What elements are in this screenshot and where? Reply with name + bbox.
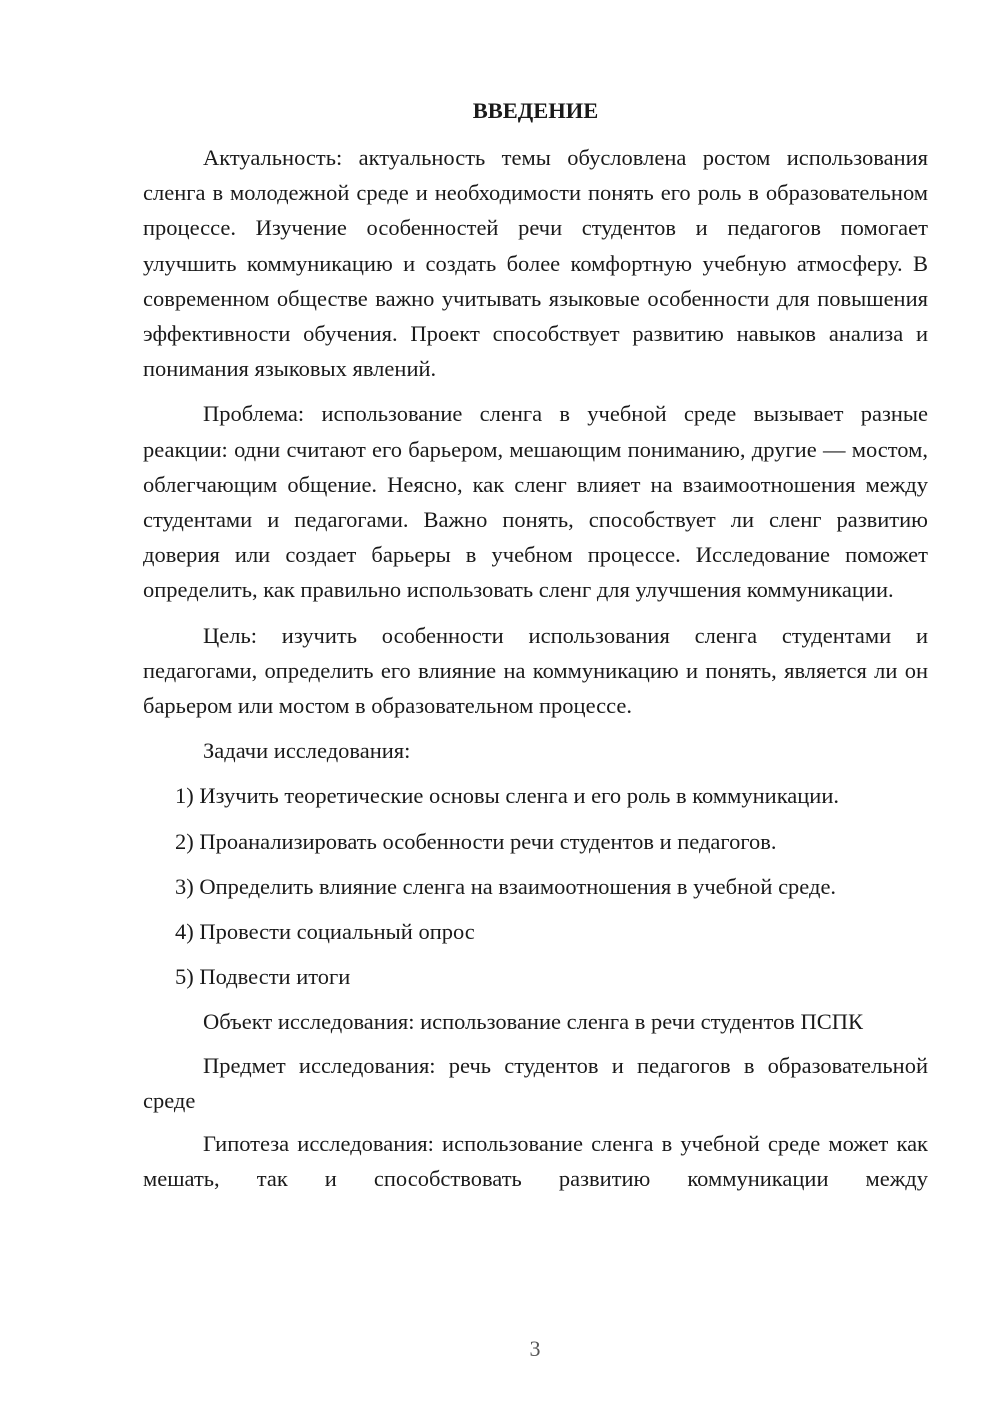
task-item: 3) Определить влияние сленга на взаимоотношения в учебной среде. [175,873,837,899]
paragraph-relevance: Актуальность: актуальность темы обусловлена ростом использования сленга в молодежной среде и необходимости понять его роль в образовательном процессе. Изучение особенностей речи студентов и педагогов помогает улучшить коммуникацию и создать более комфортную учебную атмосферу. В современном обществе важно учитывать языковые особенности для повышения эффективности обучения. Проект способствует развитию навыков анализа и понимания языковых явлений. [143,145,928,382]
tasks-heading: Задачи исследования: [203,738,411,764]
paragraph-object: Объект исследования: использование сленга в речи студентов ПСПК [203,1009,863,1035]
tasks-list [143,778,928,994]
section-title: ВВЕДЕНИЕ [472,98,599,123]
paragraph-problem: Проблема: использование сленга в учебной среде вызывает разные реакции: одни считают его барьером, мешающим пониманию, другие — мостом, облегчающим общение. Неясно, как сленг влияет на взаимоотношения между студентами и педагогами. Важно понять, способствует ли сленг развитию доверия или создает барьеры в учебном процессе. Исследование поможет определить, как правильно использовать сленг для улучшения коммуникации. [143,401,928,603]
page-body [143,93,928,1206]
page-number: 3 [529,1336,541,1361]
task-item: 2) Проанализировать особенности речи студентов и педагогов. [175,828,777,854]
task-item: 5) Подвести итоги [175,964,351,990]
paragraph-hypothesis: Гипотеза исследования: использование сленга в учебной среде может как мешать, так и способствовать развитию коммуникации между [143,1131,928,1192]
task-item: 1) Изучить теоретические основы сленга и его роль в коммуникации. [175,783,840,809]
paragraph-subject: Предмет исследования: речь студентов и педагогов в образовательной среде [143,1052,928,1113]
task-item: 4) Провести социальный опрос [175,919,475,945]
paragraph-goal: Цель: изучить особенности использования сленга студентами и педагогами, определить его влияние на коммуникацию и понять, является ли он барьером или мостом в образовательном процессе. [143,622,928,719]
